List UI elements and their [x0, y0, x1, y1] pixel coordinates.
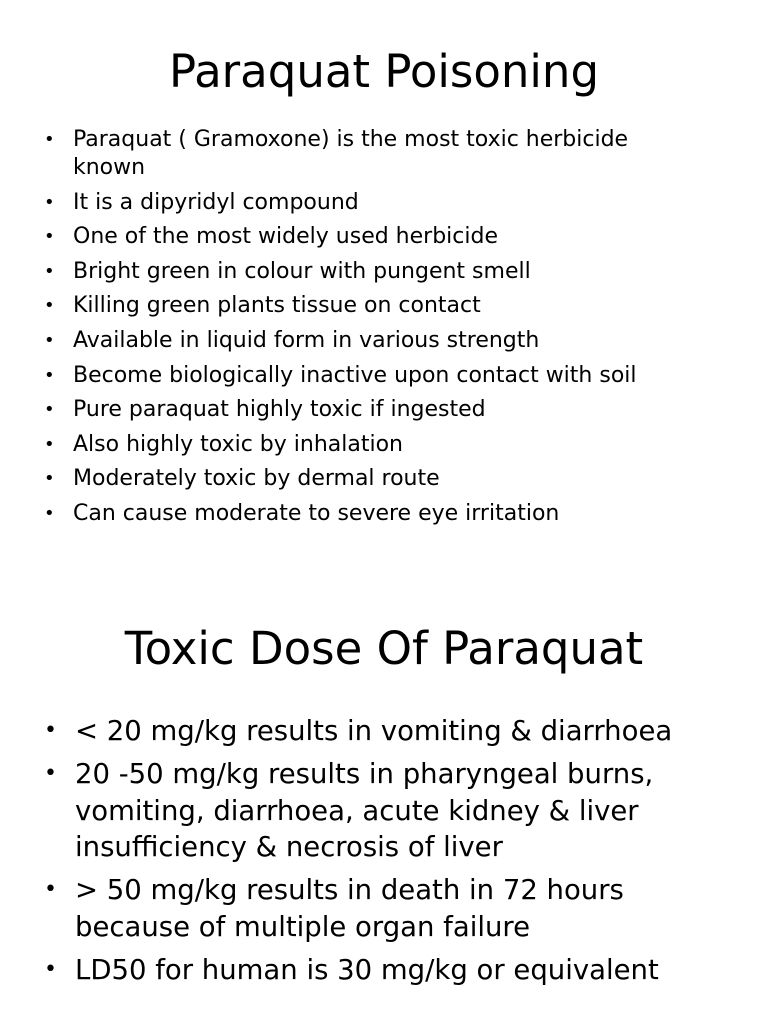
bullet-text: Pure paraquat highly toxic if ingested	[73, 397, 486, 423]
bullet-icon: •	[44, 433, 55, 455]
bullet-list	[44, 126, 704, 535]
bullet-item	[44, 756, 734, 866]
bullet-text: Paraquat ( Gramoxone) is the most toxic herbicide known	[73, 127, 629, 180]
bullet-icon: •	[44, 502, 55, 524]
bullet-text: LD50 for human is 30 mg/kg or equivalent	[75, 953, 659, 986]
bullet-item	[44, 223, 704, 251]
bullet-icon: •	[44, 191, 55, 213]
bullet-text: It is a dipyridyl compound	[73, 189, 359, 215]
bullet-text: Killing green plants tissue on contact	[73, 293, 481, 319]
bullet-item	[44, 362, 704, 390]
bullet-text: Become biologically inactive upon contact with soil	[73, 362, 637, 388]
bullet-item	[44, 258, 704, 286]
bullet-text: Available in liquid form in various strength	[73, 327, 540, 353]
bullet-item	[44, 465, 704, 493]
bullet-item	[44, 327, 704, 355]
bullet-icon: •	[44, 468, 55, 490]
bullet-icon: •	[44, 295, 55, 317]
slide-title: Paraquat Poisoning	[168, 45, 600, 98]
slide-title: Toxic Dose Of Paraquat	[124, 622, 644, 675]
bullet-icon: •	[44, 399, 55, 421]
bullet-text: Bright green in colour with pungent smell	[73, 258, 531, 284]
slide-toxic-dose	[0, 600, 768, 1024]
bullet-text: > 50 mg/kg results in death in 72 hours because of multiple organ failure	[75, 874, 624, 943]
bullet-icon: •	[44, 718, 57, 743]
bullet-text: 20 -50 mg/kg results in pharyngeal burns, vomiting, diarrhoea, acute kidney & liver insufficiency & necrosis of liver	[75, 758, 654, 863]
bullet-icon: •	[44, 956, 57, 982]
bullet-icon: •	[44, 877, 57, 902]
bullet-text: Can cause moderate to severe eye irritation	[73, 500, 560, 526]
bullet-text: Moderately toxic by dermal route	[73, 466, 440, 492]
bullet-item	[44, 431, 704, 459]
bullet-icon: •	[44, 129, 55, 150]
bullet-icon: •	[44, 260, 55, 282]
bullet-item	[44, 713, 734, 750]
bullet-list	[44, 713, 734, 995]
bullet-icon: •	[44, 364, 55, 386]
bullet-item	[44, 189, 704, 217]
bullet-item	[44, 952, 734, 989]
bullet-text: One of the most widely used herbicide	[73, 224, 498, 250]
bullet-item	[44, 396, 704, 424]
bullet-text: < 20 mg/kg results in vomiting & diarrhoea	[75, 715, 673, 747]
bullet-text: Also highly toxic by inhalation	[73, 431, 403, 457]
bullet-item	[44, 126, 704, 182]
bullet-item	[44, 292, 704, 320]
bullet-icon: •	[44, 329, 55, 351]
bullet-icon: •	[44, 761, 57, 786]
bullet-item	[44, 500, 704, 528]
bullet-icon: •	[44, 226, 55, 248]
bullet-item	[44, 872, 734, 945]
